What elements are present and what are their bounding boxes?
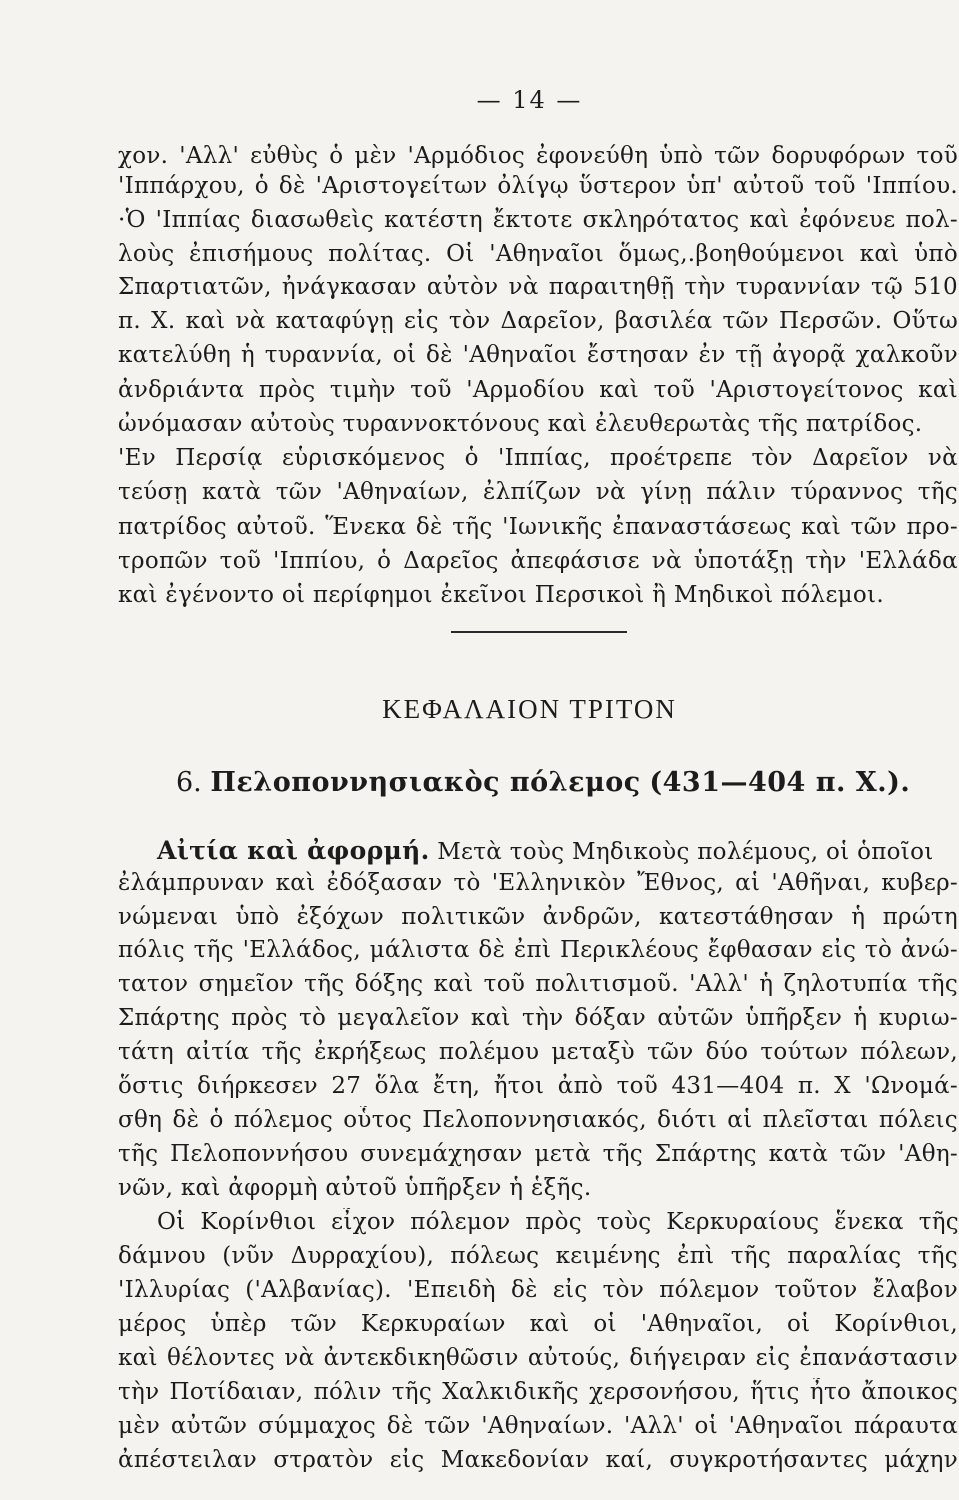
- chapter-title: ΚΕΦΑΛΑΙΟΝ ΤΡΙΤΟΝ: [382, 694, 677, 724]
- text-line: ἀνδριάντα πρὸς τιμὴν τοῦ 'Αρμοδίου καὶ τοῦ 'Αριστογείτονος καὶ: [118, 377, 958, 403]
- text-line: π. Χ. καὶ νὰ καταφύγῃ εἰς τὸν Δαρεῖον, βασιλέα τῶν Περσῶν. Οὕτω: [118, 308, 958, 334]
- text-line: τὴν Ποτίδαιαν, πόλιν τῆς Χαλκιδικῆς χερσονήσου, ἥτις ἦτο ἄποικος: [118, 1379, 958, 1405]
- text-line: 'Εν Περσίᾳ εὑρισκόμενος ὁ 'Ιππίας, προέτρεπε τὸν Δαρεῖον νὰ: [118, 445, 958, 471]
- text-line: τατον σημεῖον τῆς δόξης καὶ τοῦ πολιτισμοῦ. 'Αλλ' ἡ ζηλοτυπία τῆς: [118, 971, 958, 997]
- text-line: νῶν, καὶ ἀφορμὴ αὐτοῦ ὑπῆρξεν ἡ ἑξῆς.: [118, 1175, 592, 1201]
- text-line: Σπάρτης πρὸς τὸ μεγαλεῖον καὶ τὴν δόξαν αὐτῶν ὑπῆρξεν ἡ κυριω-: [118, 1005, 958, 1031]
- text-line: χον. 'Αλλ' εὐθὺς ὁ μὲν 'Αρμόδιος ἐφονεύθη ὑπὸ τῶν δορυφόρων τοῦ: [118, 143, 958, 169]
- text-line: λοὺς ἐπισήμους πολίτας. Οἱ 'Αθηναῖοι ὅμως,.βοηθούμενοι καὶ ὑπὸ: [118, 241, 958, 267]
- text-line: τῆς Πελοποννήσου συνεμάχησαν μετὰ τῆς Σπάρτης κατὰ τῶν 'Αθη-: [118, 1141, 958, 1167]
- text-line: ·Ὁ 'Ιππίας διασωθεὶς κατέστη ἔκτοτε σκληρότατος καὶ ἐφόνευε πολ-: [118, 207, 958, 233]
- text-line: ἐλάμπρυναν καὶ ἐδόξασαν τὸ 'Ελληνικὸν Ἔθνος, αἱ 'Αθῆναι, κυβερ-: [118, 870, 958, 896]
- text-line: σθη δὲ ὁ πόλεμος οὗτος Πελοποννησιακός, διότι αἱ πλεῖσται πόλεις: [118, 1107, 958, 1133]
- paragraph-lead: Αἰτία καὶ ἀφορμή.: [157, 836, 430, 865]
- text-line: καὶ ἐγένοντο οἱ περίφημοι ἐκεῖνοι Περσικοὶ ἢ Μηδικοὶ πόλεμοι.: [118, 582, 884, 608]
- text-line: 'Ιλλυρίας ('Αλβανίας). 'Επειδὴ δὲ εἰς τὸν πόλεμον τοῦτον ἔλαβον: [118, 1277, 958, 1303]
- text-line: [157, 837, 934, 866]
- section-dates: (431—404 π. Χ.).: [649, 767, 911, 798]
- text-line: τάτη αἰτία τῆς ἐκρήξεως πολέμου μεταξὺ τῶν δύο τούτων πόλεων,: [118, 1039, 958, 1065]
- paragraph-first-line: Μετὰ τοὺς Μηδικοὺς πολέμους, οἱ ὁποῖοι: [429, 839, 934, 865]
- text-line: δάμνου (νῦν Δυρραχίου), πόλεως κειμένης ἐπὶ τῆς παραλίας τῆς: [118, 1243, 958, 1269]
- text-line: πατρίδος αὐτοῦ. Ἕνεκα δὲ τῆς 'Ιωνικῆς ἐπαναστάσεως καὶ τῶν προ-: [118, 514, 958, 540]
- text-line: ὅστις διήρκεσεν 27 ὅλα ἔτη, ἤτοι ἀπὸ τοῦ 431—404 π. Χ 'Ωνομά-: [118, 1073, 958, 1099]
- text-line: Οἱ Κορίνθιοι εἶχον πόλεμον πρὸς τοὺς Κερκυραίους ἕνεκα τῆς: [157, 1209, 959, 1235]
- text-line: πόλις τῆς 'Ελλάδος, μάλιστα δὲ ἐπὶ Περικλέους ἔφθασαν εἰς τὸ ἀνώ-: [118, 937, 958, 963]
- text-line: μὲν αὐτῶν σύμμαχος δὲ τῶν 'Αθηναίων. 'Αλλ' οἱ 'Αθηναῖοι πάραυτα: [118, 1413, 958, 1439]
- text-line: ἀπέστειλαν στρατὸν εἰς Μακεδονίαν καί, συγκροτήσαντες μάχην: [118, 1447, 958, 1473]
- text-line: μέρος ὑπὲρ τῶν Κερκυραίων καὶ οἱ 'Αθηναῖοι, οἱ Κορίνθιοι,: [118, 1311, 958, 1337]
- text-line: 'Ιππάρχου, ὁ δὲ 'Αριστογείτων ὀλίγῳ ὕστερον ὑπ' αὐτοῦ τοῦ 'Ιππίου.: [118, 173, 958, 199]
- text-line: καὶ θέλοντες νὰ ἀντεκδικηθῶσιν αὐτούς, διήγειραν εἰς ἐπανάστασιν: [118, 1345, 958, 1371]
- section-heading: [176, 767, 910, 798]
- text-line: τεύσῃ κατὰ τῶν 'Αθηναίων, ἐλπίζων νὰ γίνῃ πάλιν τύραννος τῆς: [118, 479, 958, 505]
- text-line: νώμεναι ὑπὸ ἐξόχων πολιτικῶν ἀνδρῶν, κατεστάθησαν ἡ πρώτη: [118, 904, 958, 930]
- text-line: ὠνόμασαν αὐτοὺς τυραννοκτόνους καὶ ἐλευθερωτὰς τῆς πατρίδος.: [118, 411, 923, 437]
- section-divider: [451, 631, 627, 633]
- text-line: Σπαρτιατῶν, ἠνάγκασαν αὐτὸν νὰ παραιτηθῇ τὴν τυραννίαν τῷ 510: [118, 274, 958, 300]
- text-line: κατελύθη ἡ τυραννία, οἱ δὲ 'Αθηναῖοι ἔστησαν ἐν τῇ ἀγορᾷ χαλκοῦν: [118, 342, 958, 368]
- page-number: — 14 —: [476, 86, 583, 114]
- section-title: Πελοποννησιακὸς πόλεμος: [210, 767, 641, 798]
- text-line: τροπῶν τοῦ 'Ιππίου, ὁ Δαρεῖος ἀπεφάσισε νὰ ὑποτάξῃ τὴν 'Ελλάδα: [118, 548, 958, 574]
- section-number: 6.: [176, 767, 202, 798]
